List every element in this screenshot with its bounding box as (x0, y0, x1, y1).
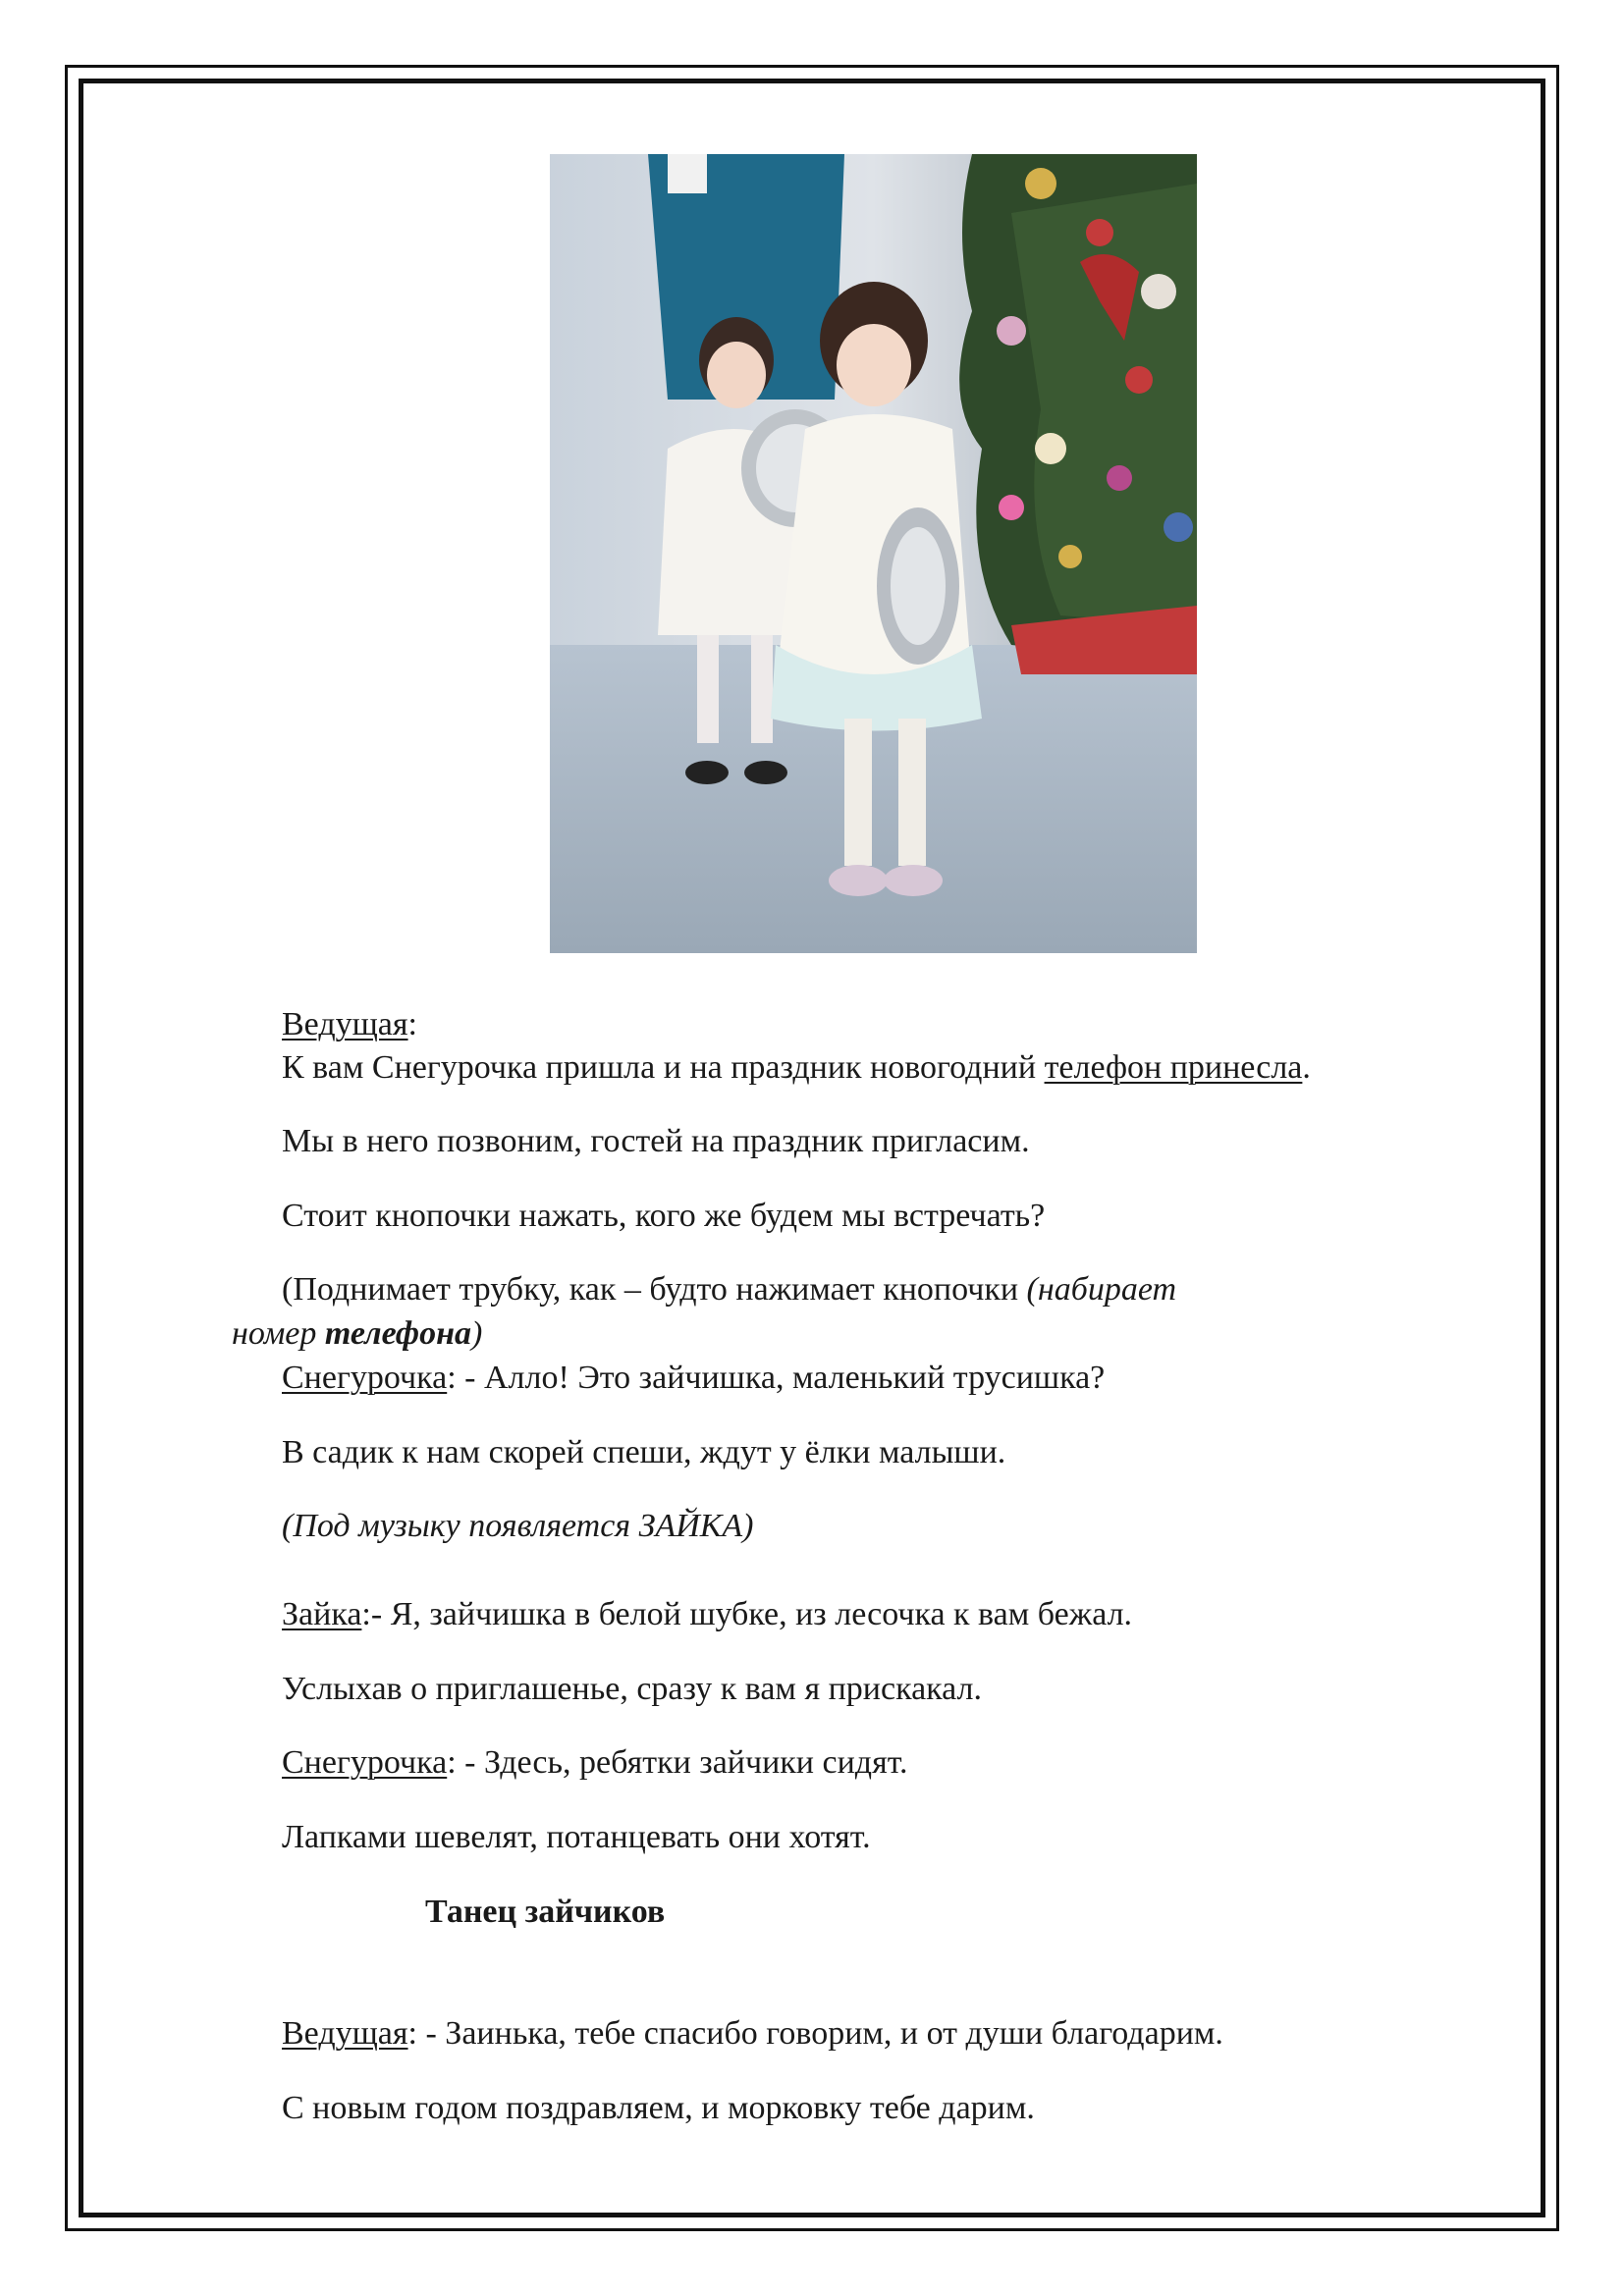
speaker-snegurochka: Снегурочка (282, 1360, 448, 1396)
section-heading-dance: Танец зайчиков (425, 1894, 666, 1930)
line-4: Стоит кнопочки нажать, кого же будем мы встречать? (282, 1198, 1046, 1234)
speaker-veduschaya: Ведущая (282, 1006, 408, 1042)
line-10: Зайка:- Я, зайчишка в белой шубке, из лесочка к вам бежал. (282, 1596, 1133, 1632)
line-12: Снегурочка: - Здесь, ребятки зайчики сидят. (282, 1744, 908, 1781)
line-7: Снегурочка: - Алло! Это зайчишка, маленький трусишка? (282, 1360, 1106, 1396)
line-13: Лапками шевелят, потанцевать они хотят. (282, 1819, 871, 1855)
line-15: Ведущая: - Заинька, тебе спасибо говорим, и от души благодарим. (282, 2015, 1223, 2052)
line-9: (Под музыку появляется ЗАЙКА) (282, 1508, 754, 1544)
line-3: Мы в него позвоним, гостей на праздник пригласим. (282, 1123, 1030, 1159)
speaker-veduschaya-2: Ведущая (282, 2015, 408, 2052)
line-1: Ведущая: (282, 1006, 417, 1042)
line-16: С новым годом поздравляем, и морковку тебе дарим. (282, 2090, 1035, 2126)
line-6: номер телефона) (232, 1315, 483, 1352)
line-8: В садик к нам скорей спеши, ждут у ёлки малыши. (282, 1434, 1006, 1470)
line-11: Услыхав о приглашенье, сразу к вам я прискакал. (282, 1671, 983, 1707)
line-5: (Поднимает трубку, как – будто нажимает кнопочки (набирает (282, 1271, 1177, 1308)
underlined-phrase: телефон принесла (1044, 1049, 1303, 1086)
speaker-zayka: Зайка (282, 1596, 362, 1632)
line-2: К вам Снегурочка пришла и на праздник новогодний телефон принесла. (282, 1049, 1311, 1086)
speaker-snegurochka-2: Снегурочка (282, 1744, 448, 1781)
